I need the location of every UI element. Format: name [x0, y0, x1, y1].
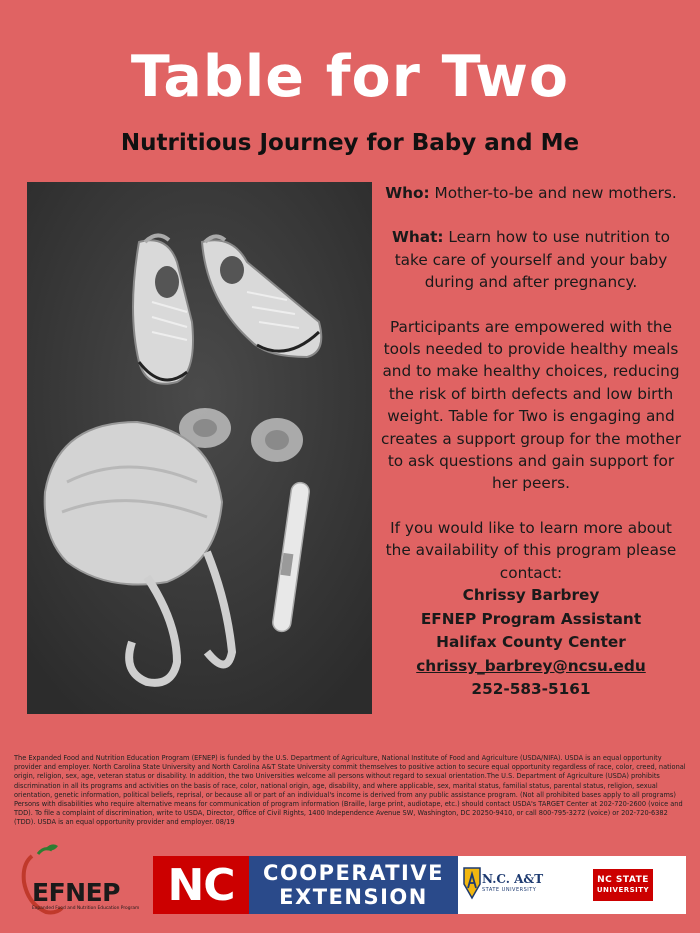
university-partners-panel	[458, 856, 686, 914]
contact-block	[376, 584, 686, 702]
what-paragraph	[376, 226, 686, 293]
nc-mark: NC	[153, 856, 249, 914]
what-label: What:	[391, 228, 444, 247]
ncsu-line1: NC STATE	[597, 875, 649, 885]
contact-phone: 252-583-5161	[471, 680, 591, 699]
ncsu-line2: UNIVERSITY	[596, 886, 650, 894]
contact-email-link[interactable]: chrissy_barbrey@ncsu.edu	[416, 656, 646, 675]
learn-more-text: If you would like to learn more about the availability of this program please contact:	[385, 518, 677, 582]
cooperative-word: COOPERATIVE	[263, 861, 444, 885]
nc-cooperative-extension-logo	[153, 856, 458, 914]
ncat-subtitle: STATE UNIVERSITY	[482, 887, 537, 893]
efnep-subtitle: Expanded Food and Nutrition Education Program	[32, 906, 140, 911]
logo-bar	[18, 842, 686, 918]
ncsu-logo	[593, 869, 653, 901]
extension-word: EXTENSION	[279, 885, 428, 909]
efnep-wordmark: EFNEP	[32, 878, 120, 907]
what-text: Learn how to use nutrition to take care of yourself and your baby during and after pregnancy.	[394, 228, 671, 292]
aggie-shield-icon	[462, 866, 482, 900]
who-paragraph	[376, 182, 686, 204]
contact-name: Chrissy Barbrey	[462, 586, 600, 605]
page-subtitle: Nutritious Journey for Baby and Me	[120, 130, 580, 156]
cooperative-extension-mark	[249, 856, 458, 914]
contact-office: Halifax County Center	[436, 633, 626, 652]
efnep-logo	[18, 842, 138, 918]
contact-role: EFNEP Program Assistant	[420, 609, 642, 628]
pacifier-right-icon	[251, 418, 303, 462]
usda-disclaimer: The Expanded Food and Nutrition Education Program (EFNEP) is funded by the U.S. Department of Agriculture, National Institute of Food and Agriculture (USDA/NIFA). USDA is an equal opportunity provider and employer. North Carolina State University and North Carolina A&T State University commit themselves to positive action to secure equal opportunity regardless of race, color, creed, national origin, religion, sex, age, veteran status or disability. In addition, the two Universities welcome all persons without regard to sexual orientation.The U.S. Department of Agriculture (USDA) prohibits discrimination in all its programs and activities on the basis of race, color, national origin, age, disability, and where applicable, sex, marital status, familial status, parental status, religion, sexual orientation, genetic information, political beliefs, reprisal, or because all or part of an individual's income is derived from any public assistance program. (Not all prohibited bases apply to all programs) Persons with disabilities who require alternative means for communication of program information (Braille, large print, audiotape, etc.) should contact USDA's TARGET Center at 202-720-2600 (voice and TDD). To file a complaint of discrimination, write to USDA, Director, Office of Civil Rights, 1400 Independence Avenue SW, Washington, DC 20250-9410, or call 800-795-3272 (voice) or 202-720-6382 (TDD). USDA is an equal opportunity provider and employer. 08/19	[14, 754, 686, 827]
baby-items-photo	[27, 182, 372, 714]
ncat-name: N.C. A&T	[482, 872, 544, 886]
who-text: Mother-to-be and new mothers.	[429, 184, 677, 202]
body-paragraph: Participants are empowered with the tools needed to provide healthy meals and to make healthy choices, reducing the risk of birth defects and low birth weight. Table for Two is engaging and creates a support group for the mother to ask questions and gain support for her peers.	[380, 317, 682, 493]
who-label: Who:	[385, 184, 430, 202]
page-title: Table for Two	[130, 44, 570, 110]
program-info	[376, 182, 686, 702]
